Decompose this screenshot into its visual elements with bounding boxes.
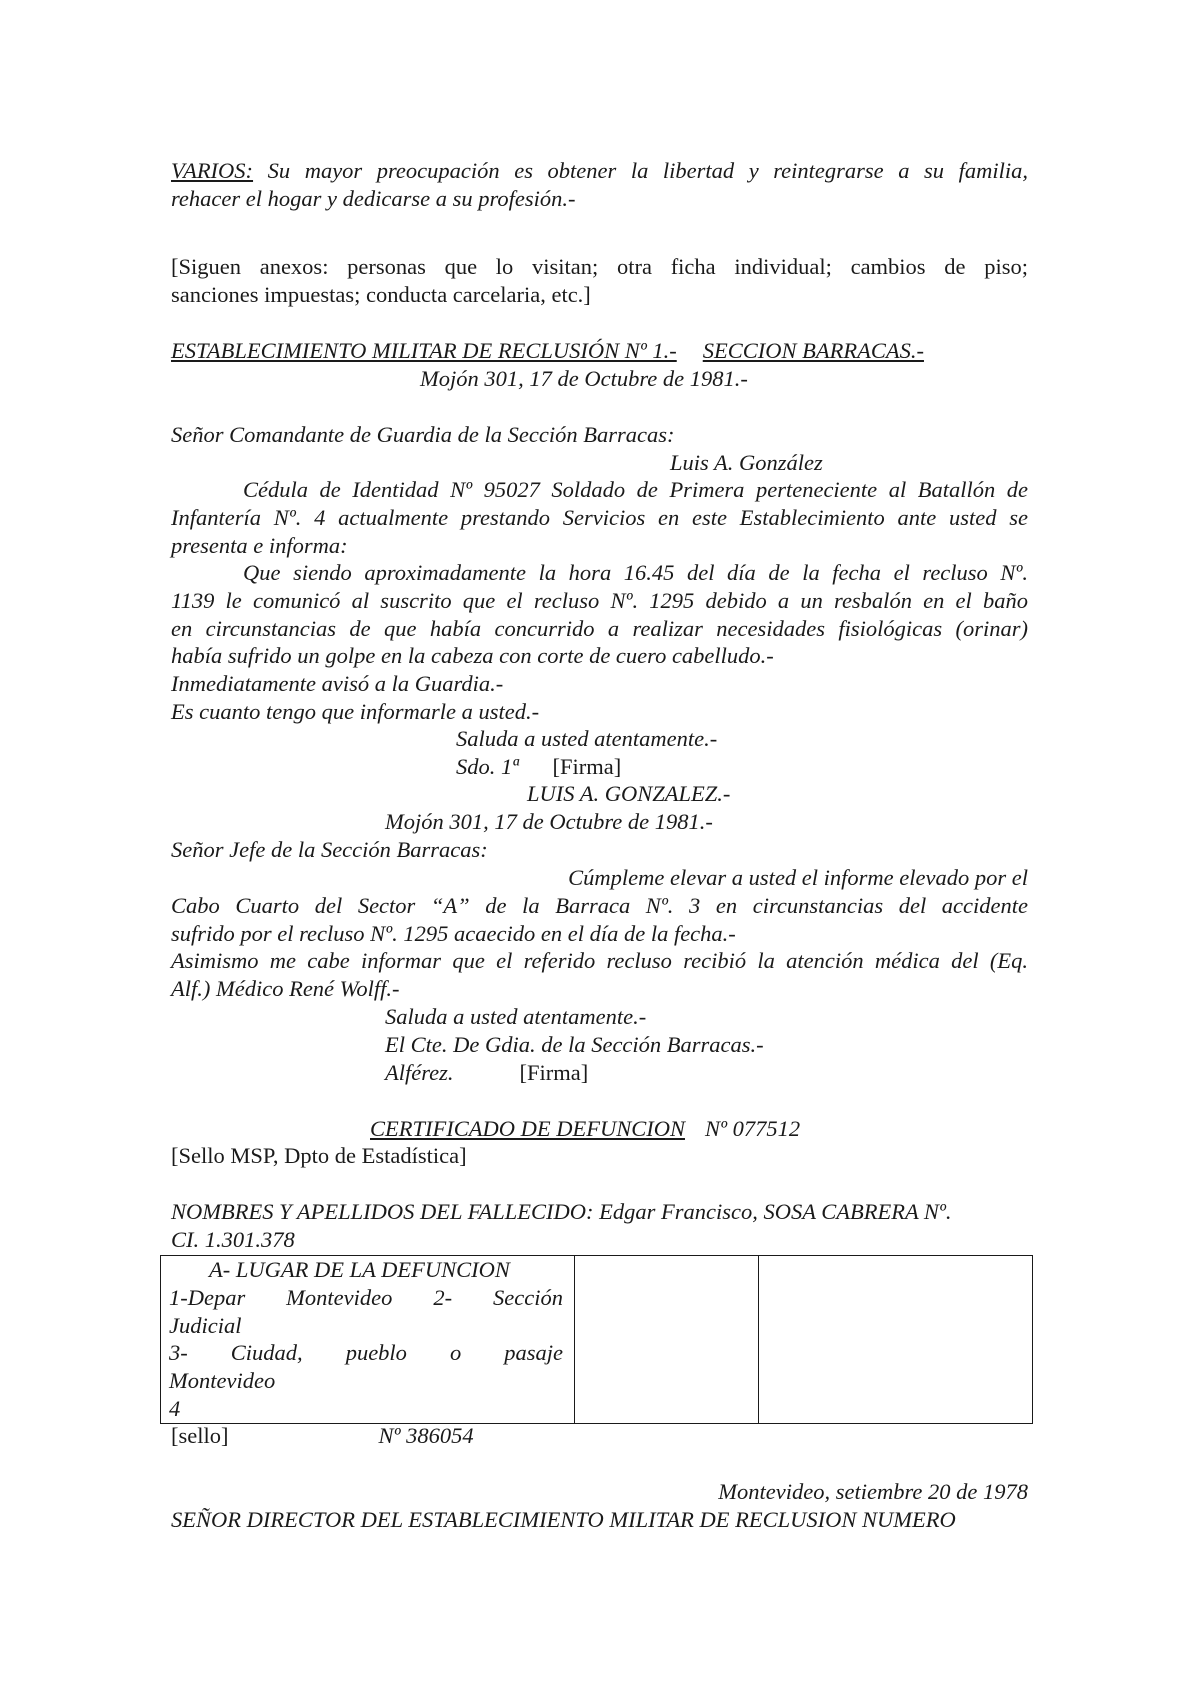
- report2-p1-line-2: Cabo Cuarto del Sector “A” de la Barraca Nº. 3 en circunstancias del accidente: [171, 892, 1028, 918]
- report1-signed-line: [456, 753, 856, 781]
- header-section: SECCION BARRACAS.-: [702, 338, 924, 363]
- final-letter-addressee: SEÑOR DIRECTOR DEL ESTABLECIMIENTO MILITAR DE RECLUSION NUMERO: [171, 1507, 956, 1532]
- annex-note: [171, 253, 1028, 309]
- report1-paragraph-1: [171, 476, 1028, 559]
- table-row: [161, 1256, 1033, 1424]
- certificate-title-line: [370, 1115, 870, 1143]
- death-place-row-1: 1-Depar Montevideo 2- Sección: [169, 1284, 563, 1310]
- report2-rank-line: [385, 1059, 885, 1087]
- report2-p1-line-3: sufrido por el recluso Nº. 1295 acaecido en el día de la fecha.-: [171, 920, 736, 946]
- report2-paragraph-1: [171, 864, 1028, 1003]
- stamp-label: [sello]: [171, 1423, 229, 1448]
- death-place-row-3: 4: [169, 1395, 181, 1421]
- deceased-line-1: NOMBRES Y APELLIDOS DEL FALLECIDO: Edgar Francisco, SOSA CABRERA Nº.: [171, 1199, 952, 1224]
- report1-signature: [Firma]: [552, 754, 622, 779]
- death-place-row-2b: Montevideo: [169, 1368, 276, 1394]
- report1-guard-line: Inmediatamente avisó a la Guardia.-: [171, 671, 504, 697]
- annex-note-line-1: [Siguen anexos: personas que lo visitan; otra ficha individual; cambios de piso;: [171, 254, 1028, 279]
- report1-p1-line-3: presenta e informa:: [171, 532, 348, 558]
- establishment-header: [171, 337, 1028, 365]
- deceased-name: [171, 1198, 1028, 1254]
- stamp-number: Nº 386054: [378, 1423, 474, 1448]
- header-line: [171, 337, 1028, 365]
- death-place-heading: A- LUGAR DE LA DEFUNCION: [209, 1257, 510, 1282]
- report1-greeting: Saluda a usted atentamente.-: [456, 726, 718, 751]
- final-letter-place-date: Montevideo, setiembre 20 de 1978: [718, 1479, 1028, 1504]
- report2-place-date: Mojón 301, 17 de Octubre de 1981.-: [385, 809, 713, 834]
- empty-cell-right: [759, 1256, 1033, 1424]
- varios-label: VARIOS:: [171, 158, 254, 183]
- death-place-cell: [161, 1256, 575, 1424]
- report2-salutation: Señor Jefe de la Sección Barracas:: [171, 837, 488, 862]
- varios-line-2: rehacer el hogar y dedicarse a su profesión.-: [171, 185, 576, 211]
- varios-paragraph: [171, 157, 1028, 213]
- certificate-title: CERTIFICADO DE DEFUNCION: [370, 1116, 685, 1141]
- report2-rank: Alférez.: [385, 1060, 454, 1085]
- report1-closing-line: Es cuanto tengo que informarle a usted.-: [171, 698, 540, 724]
- report1-p1-line-2: Infantería Nº. 4 actualmente prestando Servicios en este Establecimiento ante usted se: [171, 504, 1028, 530]
- certificate-seal-note: [Sello MSP, Dpto de Estadística]: [171, 1143, 467, 1168]
- empty-cell-middle: [575, 1256, 759, 1424]
- report1-signed: Sdo. 1ª: [456, 754, 519, 779]
- header-place-date: Mojón 301, 17 de Octubre de 1981.-: [420, 366, 748, 391]
- report2-p2-line-2: Alf.) Médico René Wolff.-: [171, 976, 400, 1002]
- report2-p1-line-1: Cúmpleme elevar a usted el informe elevado por el: [568, 865, 1028, 890]
- header-establishment: ESTABLECIMIENTO MILITAR DE RECLUSIÓN Nº 1.-: [171, 338, 677, 363]
- report1-salutation: Señor Comandante de Guardia de la Sección Barracas:: [171, 422, 675, 447]
- report1-signer-name: Luis A. González: [670, 450, 823, 475]
- report1-p2-line-3: en circunstancias de que había concurrido a realizar necesidades fisiológicas (orinar): [171, 615, 1028, 641]
- annex-note-line-2: sanciones impuestas; conducta carcelaria, etc.]: [171, 281, 591, 307]
- report1-p2-line-4: había sufrido un golpe en la cabeza con corte de cuero cabelludo.-: [171, 643, 774, 669]
- report1-name-caps: LUIS A. GONZALEZ.-: [527, 781, 731, 806]
- report2-role: El Cte. De Gdia. de la Sección Barracas.-: [385, 1032, 764, 1057]
- stamp-line: [171, 1422, 1028, 1450]
- death-place-row-1b: Judicial: [169, 1312, 242, 1338]
- report1-p2-line-1: Que siendo aproximadamente la hora 16.45 del día de la fecha el recluso Nº.: [243, 560, 1028, 585]
- report1-paragraph-2: [171, 559, 1028, 726]
- report1-p2-line-2: 1139 le comunicó al suscrito que el recluso Nº. 1295 debido a un resbalón en el baño: [171, 587, 1028, 613]
- report1-p1-line-1: Cédula de Identidad Nº 95027 Soldado de Primera perteneciente al Batallón de: [243, 477, 1028, 502]
- death-place-row-2: 3- Ciudad, pueblo o pasaje: [169, 1340, 563, 1366]
- varios-text: Su mayor preocupación es obtener la libertad y reintegrarse a su familia,: [267, 158, 1029, 183]
- varios-line-1: [171, 157, 1028, 185]
- report2-signature: [Firma]: [519, 1060, 589, 1085]
- death-place-table: [160, 1255, 1033, 1424]
- report2-p2-line-1: Asimismo me cabe informar que el referido recluso recibió la atención médica del (Eq.: [171, 948, 1028, 974]
- deceased-line-2: CI. 1.301.378: [171, 1226, 295, 1252]
- report2-greeting: Saluda a usted atentamente.-: [385, 1004, 647, 1029]
- certificate-number: Nº 077512: [704, 1116, 801, 1141]
